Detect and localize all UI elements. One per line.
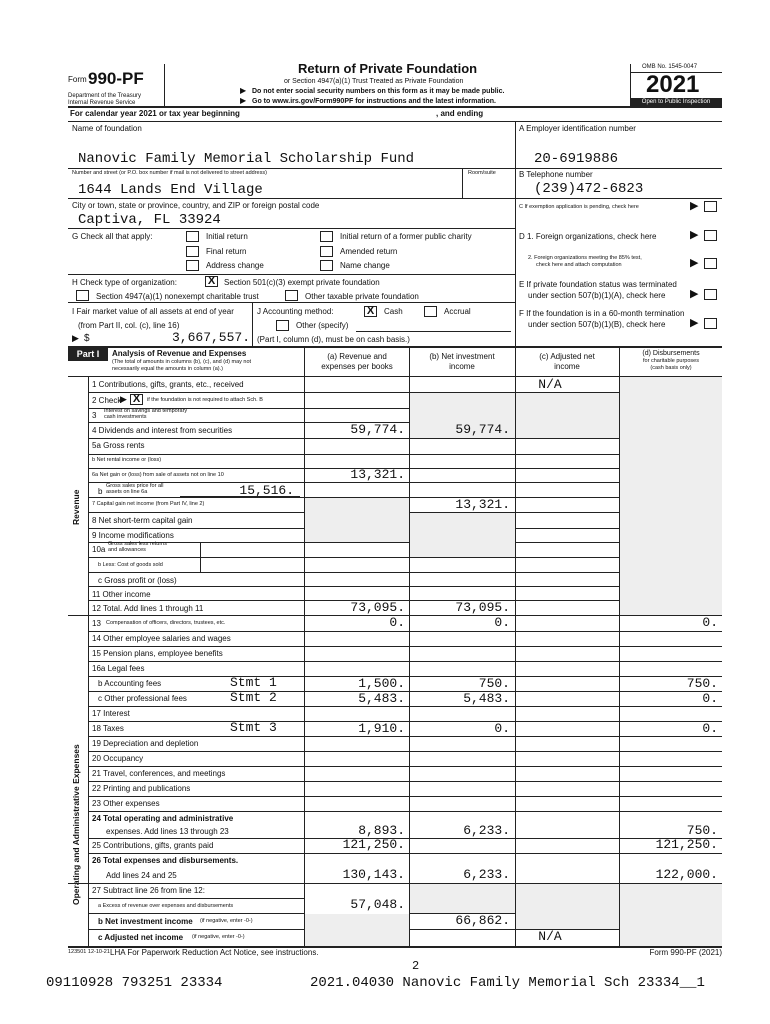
line24-col-b: 6,233. bbox=[463, 823, 510, 838]
line2-checkbox[interactable]: X bbox=[130, 394, 143, 405]
g-final-checkbox[interactable] bbox=[186, 246, 199, 257]
g-initial-checkbox[interactable] bbox=[186, 231, 199, 242]
line13-label: Compensation of officers, directors, trustees, etc. bbox=[106, 620, 226, 626]
arrow-icon: ▶ bbox=[240, 96, 247, 105]
line16c-label: c Other professional fees bbox=[98, 694, 187, 703]
line1-col-c: N/A bbox=[538, 377, 562, 392]
expenses-side-label: Operating and Administrative Expenses bbox=[71, 744, 81, 905]
line26-col-a: 130,143. bbox=[342, 867, 405, 882]
open-inspection: Open to Public Inspection bbox=[630, 98, 722, 106]
street-label: Number and street (or P.O. box number if mail is not delivered to street address) bbox=[72, 170, 267, 176]
g-label: G Check all that apply: bbox=[72, 232, 153, 241]
line18-stmt: Stmt 3 bbox=[230, 720, 277, 735]
line7-label: 7 Capital gain net income (from Part IV, line 2) bbox=[92, 501, 205, 507]
d1-label: D 1. Foreign organizations, check here bbox=[519, 232, 657, 241]
h-label: H Check type of organization: bbox=[72, 278, 177, 287]
line10c-label: c Gross profit or (loss) bbox=[98, 576, 177, 585]
g-address-checkbox[interactable] bbox=[186, 260, 199, 271]
g-initial-former-checkbox[interactable] bbox=[320, 231, 333, 242]
line4-col-b: 59,774. bbox=[455, 422, 510, 437]
line27c-note: (if negative, enter -0-) bbox=[192, 934, 245, 940]
line27a-col-a: 57,048. bbox=[350, 897, 405, 912]
ein-label: A Employer identification number bbox=[519, 124, 636, 133]
filing-reference: 2021.04030 Nanovic Family Memorial Sch 23334__1 bbox=[310, 975, 705, 991]
j-cash-basis-note: (Part I, column (d), must be on cash basis.) bbox=[257, 335, 410, 344]
arrow-icon: ▶ bbox=[690, 200, 699, 212]
line24-label-line2: expenses. Add lines 13 through 23 bbox=[106, 827, 229, 836]
i-label-line1: I Fair market value of all assets at end of year bbox=[72, 307, 234, 316]
form-title: Return of Private Foundation bbox=[298, 61, 478, 76]
c-checkbox[interactable] bbox=[704, 201, 717, 212]
line6a-label: 6a Net gain or (loss) from sale of assets not on line 10 bbox=[92, 472, 224, 478]
line18-col-a: 1,910. bbox=[358, 721, 405, 736]
line3-label-line2: cash investments bbox=[104, 414, 147, 420]
line25-label: 25 Contributions, gifts, grants paid bbox=[92, 841, 214, 850]
line16b-col-a: 1,500. bbox=[358, 676, 405, 691]
col-d-header-line1: (d) Disbursements bbox=[642, 350, 700, 357]
line2-label-rest: if the foundation is not required to attach Sch. B bbox=[147, 397, 263, 403]
tax-year: 2021 bbox=[646, 71, 700, 98]
line16c-col-b: 5,483. bbox=[463, 691, 510, 706]
arrow-icon: ▶ bbox=[72, 333, 79, 343]
h-4947-label: Section 4947(a)(1) nonexempt charitable trust bbox=[96, 292, 259, 301]
line21-label: 21 Travel, conferences, and meetings bbox=[92, 769, 226, 778]
line27-label: 27 Subtract line 26 from line 12: bbox=[92, 886, 205, 895]
line18-col-d: 0. bbox=[702, 721, 718, 736]
dept-line2: Internal Revenue Service bbox=[68, 100, 136, 106]
fmv-dollar: $ bbox=[84, 333, 90, 344]
g-amended-checkbox[interactable] bbox=[320, 246, 333, 257]
line25-col-d: 121,250. bbox=[655, 837, 718, 852]
col-a-header-line2: expenses per books bbox=[321, 362, 393, 371]
line17-label: 17 Interest bbox=[92, 709, 130, 718]
notice-ssn: Do not enter social security numbers on this form as it may be made public. bbox=[252, 88, 505, 95]
omb-number: OMB No. 1545-0047 bbox=[642, 64, 698, 70]
line24-col-a: 8,893. bbox=[358, 823, 405, 838]
city-value: Captiva, FL 33924 bbox=[78, 212, 221, 228]
form-footer-ref: Form 990-PF (2021) bbox=[649, 948, 722, 957]
col-c-header-line2: income bbox=[554, 362, 580, 371]
g-amended-label: Amended return bbox=[340, 247, 398, 256]
col-c-header-line1: (c) Adjusted net bbox=[539, 352, 595, 361]
form-number: 990-PF bbox=[88, 69, 144, 88]
part-note-line1: (The total of amounts in columns (b), (c), and (d) may not bbox=[112, 359, 252, 365]
h-501-checkbox[interactable]: X bbox=[205, 276, 218, 287]
arrow-icon: ▶ bbox=[690, 317, 699, 329]
line10b-label: b Less: Cost of goods sold bbox=[98, 562, 163, 568]
f-checkbox[interactable] bbox=[704, 318, 717, 329]
g-name-label: Name change bbox=[340, 261, 390, 270]
room-label: Room/suite bbox=[468, 170, 496, 176]
g-name-checkbox[interactable] bbox=[320, 260, 333, 271]
arrow-icon: ▶ bbox=[690, 288, 699, 300]
line8-label: 8 Net short-term capital gain bbox=[92, 516, 193, 525]
g-initial-former-label: Initial return of a former public charity bbox=[340, 232, 472, 241]
line6b-label-line2: assets on line 6a bbox=[106, 489, 148, 495]
line16c-stmt: Stmt 2 bbox=[230, 690, 277, 705]
line2-label: 2 Check bbox=[92, 396, 122, 405]
line13-col-b: 0. bbox=[494, 615, 510, 630]
e-label-line1: E If private foundation status was terminated bbox=[519, 280, 677, 289]
line4-label: 4 Dividends and interest from securities bbox=[92, 426, 233, 435]
line16b-stmt: Stmt 1 bbox=[230, 675, 277, 690]
arrow-icon: ▶ bbox=[690, 257, 699, 269]
fmv-value: 3,667,557. bbox=[171, 330, 250, 345]
line1-label: 1 Contributions, gifts, grants, etc., received bbox=[92, 380, 244, 389]
street-value: 1644 Lands End Village bbox=[78, 182, 263, 198]
h-4947-checkbox[interactable] bbox=[76, 290, 89, 301]
line27b-col-b: 66,862. bbox=[455, 913, 510, 928]
col-b-header-line1: (b) Net investment bbox=[429, 352, 495, 361]
line5b-label: b Net rental income or (loss) bbox=[92, 457, 162, 463]
line27c-col-c: N/A bbox=[538, 929, 562, 944]
part-note-line2: necessarily equal the amounts in column (a).) bbox=[112, 366, 223, 372]
line16a-label: 16a Legal fees bbox=[92, 664, 145, 673]
col-d-header-line2: for charitable purposes bbox=[643, 358, 699, 364]
line16b-col-b: 750. bbox=[478, 676, 510, 691]
line12-label: 12 Total. Add lines 1 through 11 bbox=[92, 604, 204, 613]
line10a-label-line2: and allowances bbox=[108, 547, 146, 553]
line10a-label-line1: Gross sales less returns bbox=[108, 541, 167, 547]
line16b-label: b Accounting fees bbox=[98, 679, 162, 688]
form-subtitle: or Section 4947(a)(1) Trust Treated as Private Foundation bbox=[284, 78, 464, 85]
i-label-line2: (from Part II, col. (c), line 16) bbox=[78, 321, 180, 330]
g-address-label: Address change bbox=[206, 261, 264, 270]
line18-col-b: 0. bbox=[494, 721, 510, 736]
col-a-header-line1: (a) Revenue and bbox=[327, 352, 387, 361]
e-checkbox[interactable] bbox=[704, 289, 717, 300]
line27b-note: (if negative, enter -0-) bbox=[200, 918, 253, 924]
form-word: Form bbox=[68, 75, 87, 84]
line26-label-line2: Add lines 24 and 25 bbox=[106, 871, 177, 880]
d2-label-line1: 2. Foreign organizations meeting the 85% test, bbox=[528, 255, 642, 261]
line13-col-a: 0. bbox=[389, 615, 405, 630]
line18-label: 18 Taxes bbox=[92, 724, 124, 733]
d2-checkbox[interactable] bbox=[704, 258, 717, 269]
f-label-line2: under section 507(b)(1)(B), check here bbox=[528, 320, 666, 329]
line19-label: 19 Depreciation and depletion bbox=[92, 739, 199, 748]
j-cash-label: Cash bbox=[384, 307, 403, 316]
line6a-col-a: 13,321. bbox=[350, 467, 405, 482]
col-d-header-line3: (cash basis only) bbox=[650, 365, 692, 371]
line20-label: 20 Occupancy bbox=[92, 754, 144, 763]
j-cash-checkbox[interactable]: X bbox=[364, 306, 377, 317]
line27b-label: b Net investment income bbox=[98, 917, 193, 926]
line5a-label: 5a Gross rents bbox=[92, 441, 145, 450]
d1-checkbox[interactable] bbox=[704, 230, 717, 241]
line26-label-line1: 26 Total expenses and disbursements. bbox=[92, 856, 239, 865]
line15-label: 15 Pension plans, employee benefits bbox=[92, 649, 223, 658]
line24-label-line1: 24 Total operating and administrative bbox=[92, 814, 234, 823]
calendar-year: For calendar year 2021 or tax year beginning bbox=[70, 109, 240, 118]
c-label: C If exemption application is pending, check here bbox=[519, 204, 639, 210]
city-label: City or town, state or province, country, and ZIP or foreign postal code bbox=[72, 201, 320, 210]
line16b-col-d: 750. bbox=[686, 676, 718, 691]
line16c-col-a: 5,483. bbox=[358, 691, 405, 706]
and-ending: , and ending bbox=[436, 109, 484, 118]
foundation-name: Nanovic Family Memorial Scholarship Fund bbox=[78, 151, 415, 167]
arrow-icon: ▶ bbox=[120, 394, 127, 404]
h-other-label: Other taxable private foundation bbox=[305, 292, 419, 301]
form-code: 123501 12-10-21 bbox=[68, 949, 110, 955]
line6b-label-line1: Gross sales price for all bbox=[106, 483, 164, 489]
line25-col-a: 121,250. bbox=[342, 837, 405, 852]
e-label-line2: under section 507(b)(1)(A), check here bbox=[528, 291, 666, 300]
h-other-checkbox[interactable] bbox=[285, 290, 298, 301]
phone-label: B Telephone number bbox=[519, 170, 593, 179]
arrow-icon: ▶ bbox=[240, 86, 247, 95]
line7-col-b: 13,321. bbox=[455, 497, 510, 512]
line24-col-d: 750. bbox=[686, 823, 718, 838]
j-label: J Accounting method: bbox=[257, 307, 334, 316]
line23-label: 23 Other expenses bbox=[92, 799, 160, 808]
g-final-label: Final return bbox=[206, 247, 247, 256]
ein-value: 20-6919886 bbox=[534, 151, 619, 167]
line26-col-b: 6,233. bbox=[463, 867, 510, 882]
j-accrual-checkbox[interactable] bbox=[424, 306, 437, 317]
page-number: 2 bbox=[412, 959, 420, 973]
filing-id: 09110928 793251 23334 bbox=[46, 975, 223, 991]
col-b-header-line2: income bbox=[449, 362, 475, 371]
line16c-col-d: 0. bbox=[702, 691, 718, 706]
part-title: Analysis of Revenue and Expenses bbox=[112, 349, 247, 358]
line3-label-line1: Interest on savings and temporary bbox=[104, 408, 188, 414]
lha-notice: LHA For Paperwork Reduction Act Notice, see instructions. bbox=[110, 948, 319, 957]
line6b-value: 15,516. bbox=[239, 483, 294, 498]
line14-label: 14 Other employee salaries and wages bbox=[92, 634, 231, 643]
phone-value: (239)472-6823 bbox=[534, 181, 644, 197]
j-other-checkbox[interactable] bbox=[276, 320, 289, 331]
j-other-label: Other (specify) bbox=[296, 321, 349, 330]
arrow-icon: ▶ bbox=[690, 229, 699, 241]
line22-label: 22 Printing and publications bbox=[92, 784, 191, 793]
part-label: Part I bbox=[68, 348, 108, 361]
line9-label: 9 Income modifications bbox=[92, 531, 174, 540]
notice-url: Go to www.irs.gov/Form990PF for instructions and the latest information. bbox=[252, 98, 496, 105]
f-label-line1: F If the foundation is in a 60-month termination bbox=[519, 309, 685, 318]
dept-line1: Department of the Treasury bbox=[68, 93, 142, 99]
d2-label-line2: check here and attach computation bbox=[536, 262, 622, 268]
line11-label: 11 Other income bbox=[92, 590, 151, 599]
g-initial-label: Initial return bbox=[206, 232, 248, 241]
line12-col-b: 73,095. bbox=[455, 600, 510, 615]
line12-col-a: 73,095. bbox=[350, 600, 405, 615]
j-accrual-label: Accrual bbox=[444, 307, 471, 316]
h-501-label: Section 501(c)(3) exempt private foundation bbox=[224, 278, 380, 287]
revenue-side-label: Revenue bbox=[71, 489, 81, 525]
line27c-label: c Adjusted net income bbox=[98, 933, 184, 942]
line13-col-d: 0. bbox=[702, 615, 718, 630]
line27a-label: a Excess of revenue over expenses and disbursements bbox=[98, 903, 234, 909]
line4-col-a: 59,774. bbox=[350, 422, 405, 437]
line26-col-d: 122,000. bbox=[655, 867, 718, 882]
name-label: Name of foundation bbox=[72, 124, 142, 133]
